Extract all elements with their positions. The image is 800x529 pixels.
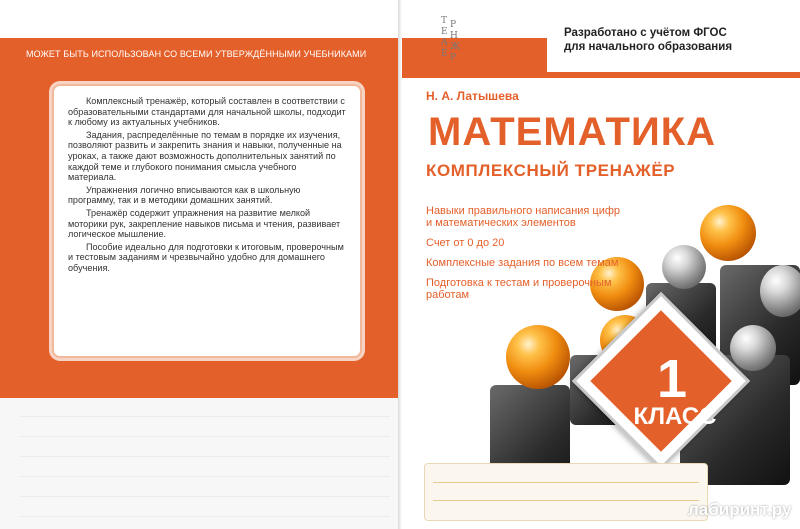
- front-header-band: [402, 72, 800, 78]
- silver-sphere: [760, 265, 800, 317]
- front-band-left: [402, 38, 547, 72]
- fgos-line: для начального образования: [564, 41, 733, 53]
- description-paragraph: Тренажёр содержит упражнения на развитие мелкой моторики рук, закрепление навыков письма и чтения, развивает логическое мышление.: [68, 207, 341, 240]
- description-paragraph: Упражнения логично вписываются как в школьную программу, так и в методики домашних занятий.: [68, 184, 301, 206]
- feature-item: Навыки правильного написания цифр и математических элементов: [426, 205, 621, 229]
- silver-sphere: [662, 245, 706, 289]
- features-list: [426, 205, 626, 309]
- gold-sphere: [700, 205, 756, 261]
- description-paragraph: Задания, распределённые по темам в порядке их изучения, позволяют развить и закрепить знания и навыки, полученные на уроках, а также дают возможность дополнительных занятий по каждой теме и глубокого понимания смысла учебного материала.: [68, 129, 342, 183]
- feature-item: Счет от 0 до 20: [426, 237, 505, 249]
- grade-label: КЛАСС: [633, 403, 717, 430]
- back-lined-area: [0, 398, 400, 529]
- grade-number: 1: [656, 349, 688, 409]
- name-plate: [424, 463, 708, 521]
- fgos-line: Разработано с учётом ФГОС: [564, 27, 727, 39]
- description-paragraph: Комплексный тренажёр, который составлен в соответствии с образовательными стандартами для начальной школы, подходит к любому из актуальных учебников.: [68, 96, 346, 128]
- author-name: Н. А. Латышева: [426, 89, 519, 103]
- watermark-text: лабиринт.ру: [688, 500, 792, 519]
- feature-item: Подготовка к тестам и проверочным работам: [426, 277, 612, 301]
- back-header-band: [0, 38, 400, 72]
- silver-sphere: [730, 325, 776, 371]
- description-card: [52, 84, 362, 358]
- gold-sphere: [506, 325, 570, 389]
- back-top-area: [0, 0, 400, 38]
- book-title: МАТЕМАТИКА: [428, 110, 717, 154]
- back-band-caption: МОЖЕТ БЫТЬ ИСПОЛЬЗОВАН СО ВСЕМИ УТВЕРЖДЁННЫМИ УЧЕБНИКАМИ: [26, 49, 367, 59]
- feature-item: Комплексные задания по всем темам: [426, 257, 619, 269]
- book-subtitle: КОМПЛЕКСНЫЙ ТРЕНАЖЁР: [426, 161, 676, 180]
- fgos-note: [564, 26, 794, 54]
- description-paragraph: Пособие идеально для подготовки к итоговым, проверочным и тестовым заданиям и чрезвычайно удобно для домашнего обучения.: [68, 241, 344, 273]
- trenazher-logo: Т Р Е Н А Ж Ё Р: [441, 16, 461, 63]
